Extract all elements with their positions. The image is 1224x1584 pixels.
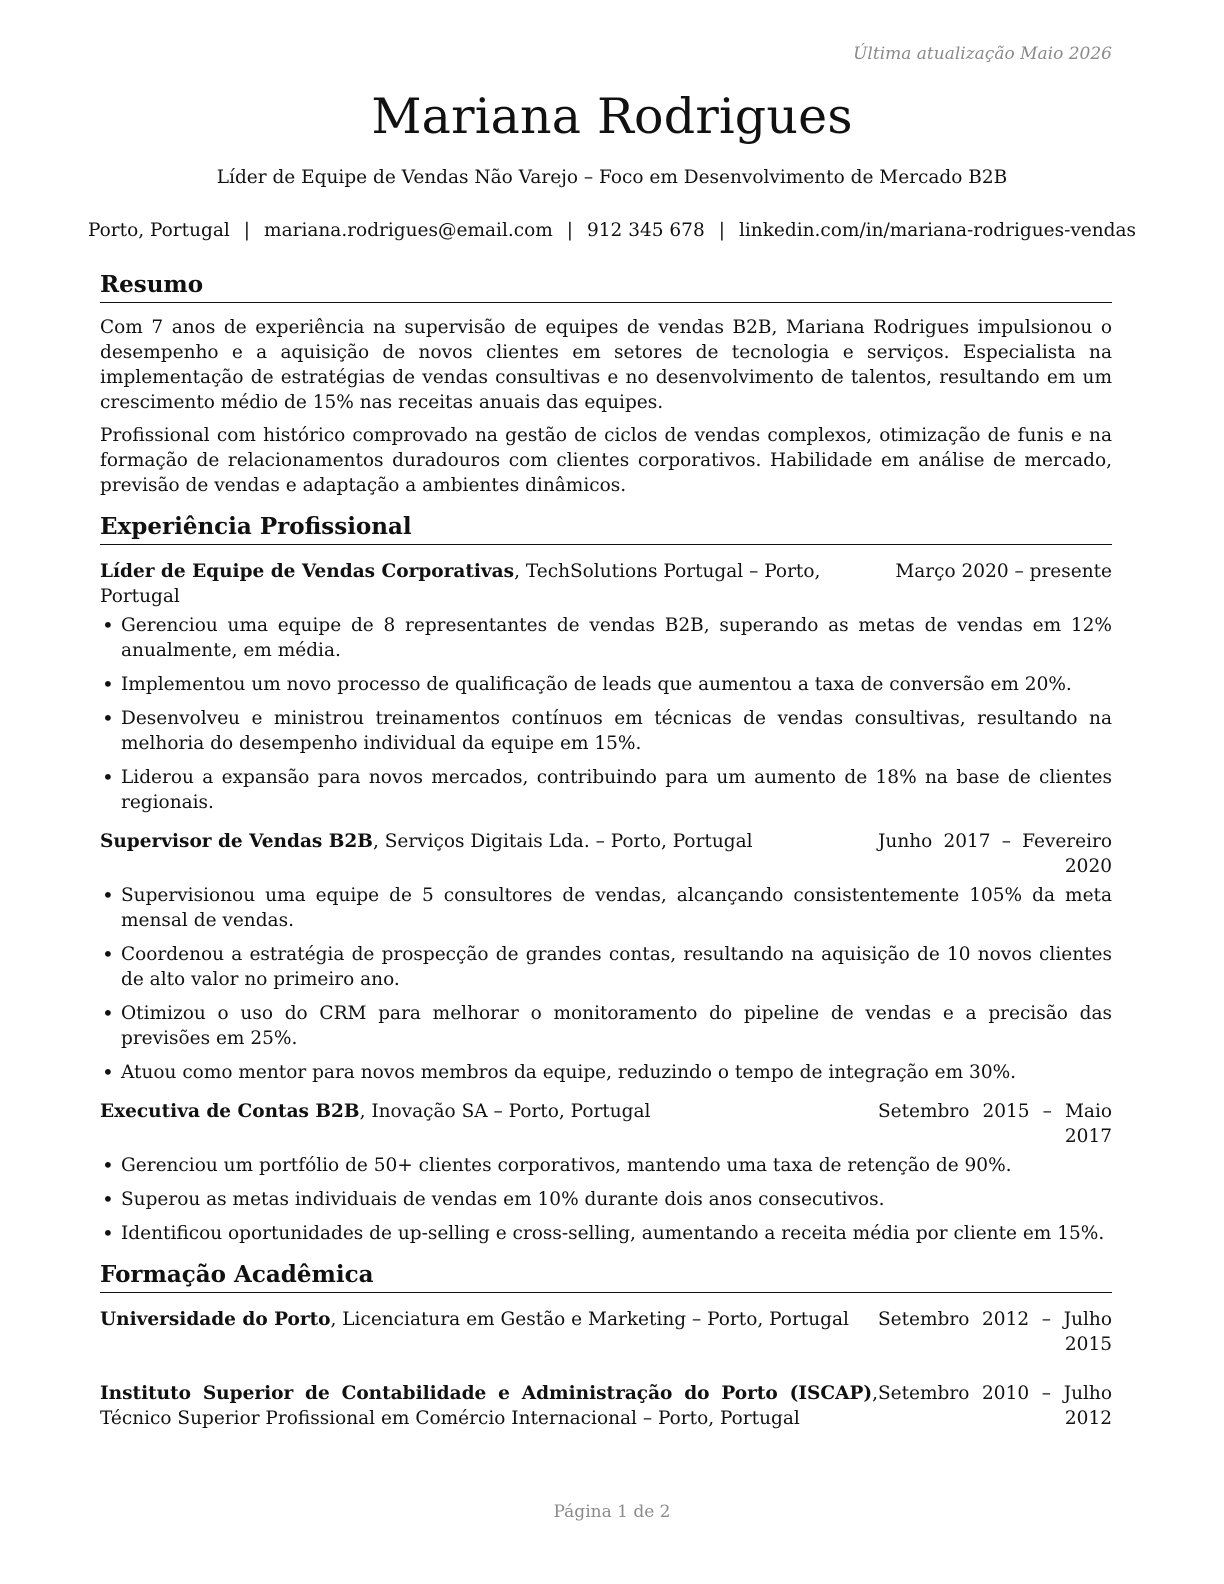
job-header bbox=[100, 1099, 1112, 1149]
job-entry bbox=[100, 559, 1112, 815]
list-item: • Supervisionou uma equipe de 5 consultores de vendas, alcançando consistentemente 105% da meta mensal de vendas. bbox=[100, 883, 1112, 933]
list-item: • Coordenou a estratégia de prospecção de grandes contas, resultando na aquisição de 10 novos clientes de alto valor no primeiro ano. bbox=[100, 942, 1112, 992]
education-school: Universidade do Porto bbox=[100, 1309, 331, 1330]
list-item: • Identificou oportunidades de up-selling e cross-selling, aumentando a receita média por cliente em 15%. bbox=[100, 1221, 1112, 1246]
list-item: • Atuou como mentor para novos membros da equipe, reduzindo o tempo de integração em 30%. bbox=[100, 1060, 1112, 1085]
education-entry bbox=[100, 1307, 1112, 1357]
section-title: Formação Acadêmica bbox=[100, 1260, 1112, 1293]
job-title bbox=[100, 559, 895, 609]
job-dates: Março 2020 – presente bbox=[895, 561, 1112, 582]
summary-paragraph: Profissional com histórico comprovado na gestão de ciclos de vendas complexos, otimização de funis e na formação de relacionamentos duradouros com clientes corporativos. Habilidade em análise de mercado, previsão de vendas e adaptação a ambientes dinâmicos. bbox=[100, 425, 1112, 496]
job-org: , Inovação SA – Porto, Portugal bbox=[359, 1101, 651, 1122]
job-role: Executiva de Contas B2B bbox=[100, 1101, 360, 1122]
last-updated: Última atualização Maio 2026 bbox=[853, 44, 1112, 64]
experience-section bbox=[100, 512, 1112, 1246]
list-item: • Gerenciou um portfólio de 50+ clientes corporativos, mantendo uma taxa de retenção de 90%. bbox=[100, 1153, 1112, 1178]
education-title bbox=[100, 1381, 878, 1431]
job-org: , Serviços Digitais Lda. – Porto, Portugal bbox=[372, 831, 753, 852]
education-section bbox=[100, 1260, 1112, 1431]
contact-line bbox=[0, 220, 1224, 241]
section-title: Experiência Profissional bbox=[100, 512, 1112, 545]
contact-separator: | bbox=[243, 220, 251, 241]
job-title bbox=[100, 829, 878, 854]
resume-body bbox=[100, 270, 1112, 1445]
list-item: • Otimizou o uso do CRM para melhorar o monitoramento do pipeline de vendas e a precisão das previsões em 25%. bbox=[100, 1001, 1112, 1051]
job-role: Supervisor de Vendas B2B bbox=[100, 831, 373, 852]
list-item: • Desenvolveu e ministrou treinamentos contínuos em técnicas de vendas consultivas, resultando na melhoria do desempenho individual da equipe em 15%. bbox=[100, 706, 1112, 756]
contact-separator: | bbox=[566, 220, 574, 241]
education-header bbox=[100, 1381, 1112, 1431]
contact-email[interactable]: mariana.rodrigues@email.com bbox=[264, 220, 553, 241]
list-item: • Superou as metas individuais de vendas em 10% durante dois anos consecutivos. bbox=[100, 1187, 1112, 1212]
list-item: • Gerenciou uma equipe de 8 representantes de vendas B2B, superando as metas de vendas em 12% anualmente, em média. bbox=[100, 613, 1112, 663]
education-detail: , Licenciatura em Gestão e Marketing – Porto, Portugal bbox=[330, 1309, 849, 1330]
job-title bbox=[100, 1099, 878, 1124]
job-dates: Setembro 2015 – Maio 2017 bbox=[878, 1101, 1112, 1147]
job-dates: Junho 2017 – Fevereiro 2020 bbox=[878, 831, 1112, 877]
contact-phone[interactable]: 912 345 678 bbox=[587, 220, 705, 241]
job-bullets bbox=[100, 883, 1112, 1085]
job-header bbox=[100, 559, 1112, 609]
education-entry bbox=[100, 1381, 1112, 1431]
summary-paragraph: Com 7 anos de experiência na supervisão de equipes de vendas B2B, Mariana Rodrigues impulsionou o desempenho e a aquisição de novos clientes em setores de tecnologia e serviços. Especialista na implementação de estratégias de vendas consultivas e no desenvolvimento de talentos, resultando em um crescimento médio de 15% nas receitas anuais das equipes. bbox=[100, 317, 1112, 413]
education-detail: , Técnico Superior Profissional em Comércio Internacional – Porto, Portugal bbox=[100, 1383, 878, 1429]
job-bullets bbox=[100, 613, 1112, 815]
education-header bbox=[100, 1307, 1112, 1357]
candidate-name: Mariana Rodrigues bbox=[371, 88, 853, 145]
list-item: • Implementou um novo processo de qualificação de leads que aumentou a taxa de conversão em 20%. bbox=[100, 672, 1112, 697]
page-number: Página 1 de 2 bbox=[553, 1502, 671, 1522]
contact-separator: | bbox=[718, 220, 725, 241]
education-school: Instituto Superior de Contabilidade e Administração do Porto (ISCAP) bbox=[100, 1383, 873, 1404]
education-dates: Setembro 2012 – Julho 2015 bbox=[878, 1309, 1112, 1355]
summary-section bbox=[100, 270, 1112, 498]
job-entry bbox=[100, 1099, 1112, 1246]
headline: Líder de Equipe de Vendas Não Varejo – Foco em Desenvolvimento de Mercado B2B bbox=[216, 167, 1008, 188]
education-dates: Setembro 2010 – Julho 2012 bbox=[878, 1383, 1112, 1429]
list-item: • Liderou a expansão para novos mercados, contribuindo para um aumento de 18% na base de clientes regionais. bbox=[100, 765, 1112, 815]
contact-location: Porto, Portugal bbox=[87, 220, 230, 241]
section-title: Resumo bbox=[100, 270, 1112, 303]
education-title bbox=[100, 1307, 878, 1332]
job-role: Líder de Equipe de Vendas Corporativas bbox=[100, 561, 515, 582]
job-bullets bbox=[100, 1153, 1112, 1246]
job-header bbox=[100, 829, 1112, 879]
job-entry bbox=[100, 829, 1112, 1085]
job-org: , TechSolutions Portugal – Porto, Portugal bbox=[100, 561, 821, 607]
contact-linkedin[interactable]: linkedin.com/in/mariana-rodrigues-vendas bbox=[738, 220, 1137, 241]
